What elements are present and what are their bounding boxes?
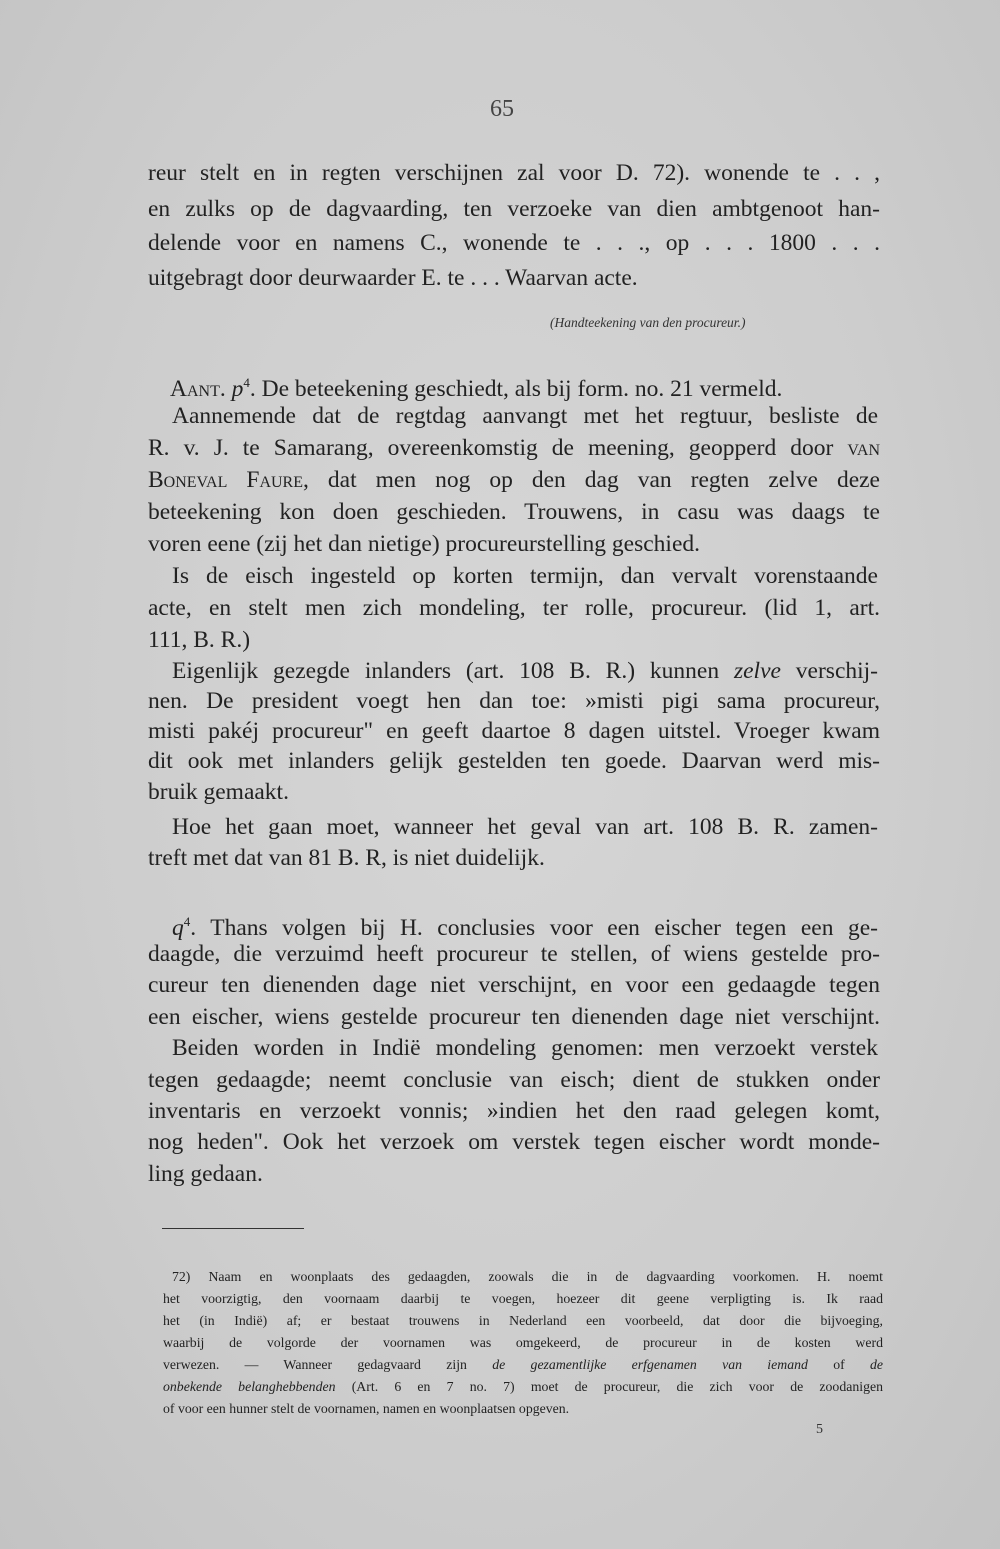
text-line (172, 656, 878, 686)
text-line: inventaris en verzoekt vonnis; »indien het den raad gelegen komt, (148, 1098, 880, 1124)
annotation-label: Aant. (170, 375, 226, 402)
signature-note: (Handteekening van den procureur.) (550, 315, 746, 330)
footnote-line (163, 1376, 883, 1398)
text-line: een eischer, wiens gestelde procureur ten dienenden dage niet verschijnt. (148, 1004, 880, 1030)
text-line: en zulks op de dagvaarding, ten verzoeke van dien ambtgenoot han- (148, 196, 880, 222)
signature-mark: 5 (816, 1422, 823, 1437)
text-line (148, 433, 880, 463)
text-line: uitgebragt door deurwaarder E. te . . . Waarvan acte. (148, 265, 638, 291)
footnote-line: of voor een hunner stelt de voornamen, namen en woonplaatsen opgeven. (163, 1401, 570, 1416)
text-line: ling gedaan. (148, 1161, 263, 1187)
text-segment: (Art. 6 en 7 no. 7) moet de procureur, die zich voor de zoodanigen (351, 1379, 884, 1394)
text-segment: de (870, 1357, 884, 1372)
text-line: 111, B. R.) (148, 627, 251, 653)
text-segment: verwezen. — Wanneer gedagvaard zijn (163, 1357, 467, 1372)
text-line: treft met dat van 81 B. R, is niet duidelijk. (148, 845, 545, 871)
text-line: cureur ten dienenden dage niet verschijnt, en voor een gedaagde tegen (148, 972, 880, 998)
text-segment: . Thans volgen bij H. conclusies voor een eischer tegen een ge- (190, 914, 878, 941)
text-line: beteekening kon doen geschieden. Trouwens, in casu was daags te (148, 499, 880, 525)
text-segment: zelve (733, 658, 781, 684)
text-line: Aannemende dat de regtdag aanvangt met het regtuur, besliste de (172, 403, 878, 429)
text-segment: Eigenlijk gezegde inlanders (art. 108 B. R.) kunnen (172, 658, 720, 684)
text-line: nog heden". Ook het verzoek om verstek tegen eischer wordt monde- (148, 1129, 880, 1155)
text-segment: , dat men nog op den dag van regten zelve deze (303, 467, 880, 493)
text-line (172, 907, 878, 943)
footnote-line: 72) Naam en woonplaats des gedaagden, zoowals die in de dagvaarding voorkomen. H. noemt (172, 1269, 883, 1284)
text-line: Is de eisch ingesteld op korten termijn, dan vervalt vorenstaande (172, 563, 878, 589)
text-line: Hoe het gaan moet, wanneer het geval van art. 108 B. R. zamen- (172, 814, 878, 840)
q-sup: 4 (183, 914, 191, 929)
q-label: q (172, 914, 184, 941)
text-segment: verschij- (795, 658, 879, 684)
footnote-line: waarbij de volgorde der voornamen was omgekeerd, de procureur in de kosten werd (163, 1335, 883, 1350)
text-segment: van (847, 435, 881, 461)
text-segment: onbekende belanghebbenden (163, 1379, 336, 1394)
annotation-sup: 4 (243, 375, 250, 390)
page-number: 65 (490, 96, 514, 122)
text-line (148, 465, 880, 495)
text-line: Beiden worden in Indië mondeling genomen: men verzoekt verstek (172, 1035, 878, 1061)
text-line: misti pakéj procureur" en geeft daartoe 8 dagen uitstel. Vroeger kwam (148, 718, 880, 744)
text-line: voren eene (zij het dan nietige) procureurstelling geschied. (148, 531, 701, 557)
annotation-p: p (231, 375, 244, 402)
text-line: tegen gedaagde; neemt conclusie van eisch; dient de stukken onder (148, 1067, 880, 1093)
text-line: acte, en stelt men zich mondeling, ter rolle, procureur. (lid 1, art. (148, 595, 880, 621)
text-line: delende voor en namens C., wonende te . . ., op . . . 1800 . . . (148, 230, 880, 256)
text-line: bruik gemaakt. (148, 779, 289, 805)
text-line: nen. De president voegt hen dan toe: »misti pigi sama procureur, (148, 688, 880, 714)
footnote-line: het (in Indië) af; er bestaat trouwens in Nederland een voorbeeld, dat door die bijvoeging, (163, 1313, 883, 1328)
text-line: dit ook met inlanders gelijk gestelden ten goede. Daarvan werd mis- (148, 748, 880, 774)
footnote-line: het voorzigtig, den voornaam daarbij te voegen, hoezeer dit geene verpligting is. Ik raad (163, 1291, 883, 1306)
text-line: daagde, die verzuimd heeft procureur te stellen, of wiens gestelde pro- (148, 941, 880, 967)
annotation-line (170, 368, 880, 404)
footnote-divider (162, 1228, 304, 1229)
text-line: reur stelt en in regten verschijnen zal voor D. 72). wonende te . . , (148, 160, 880, 186)
annotation-text: . De beteekening geschiedt, als bij form. no. 21 vermeld. (249, 375, 783, 402)
text-segment: of (833, 1357, 845, 1372)
text-segment: R. v. J. te Samarang, overeenkomstig de meening, geopperd door (148, 435, 834, 461)
text-segment: de gezamentlijke erfgenamen van iemand (492, 1357, 808, 1372)
footnote-line (163, 1354, 883, 1376)
author-name: Boneval Faure (148, 467, 304, 493)
